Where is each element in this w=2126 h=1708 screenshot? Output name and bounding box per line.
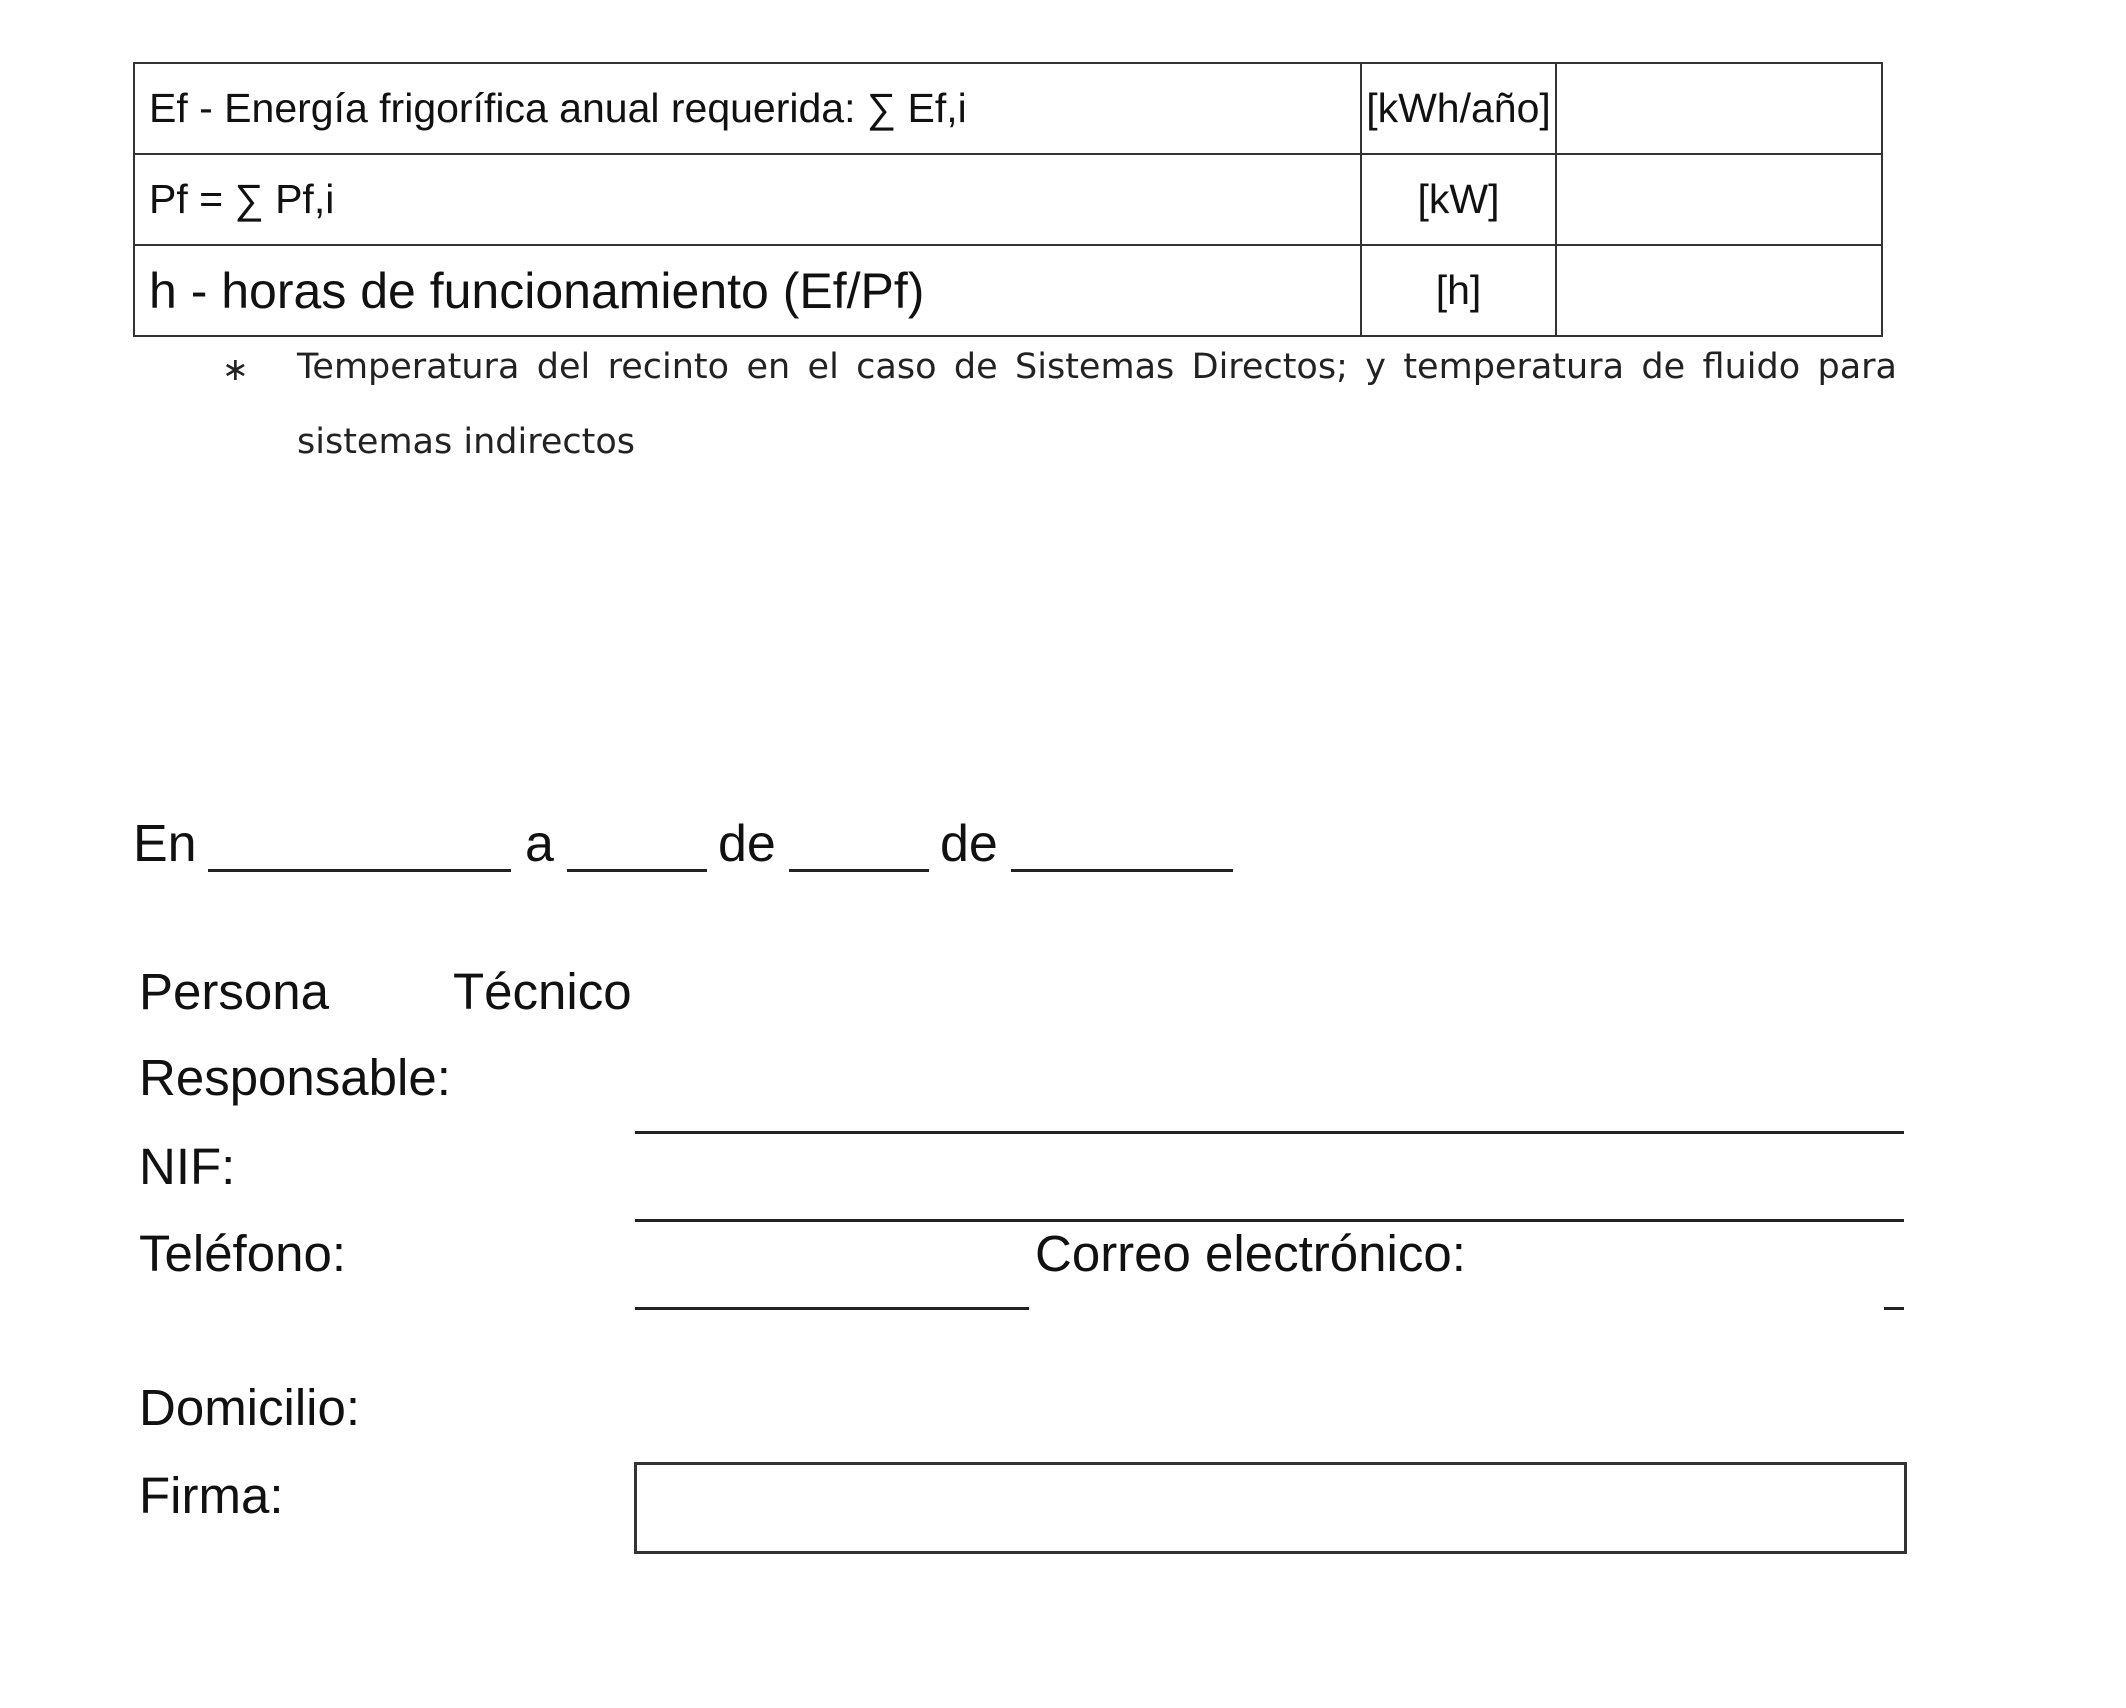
row-label: Ef - Energía frigorífica anual requerida: ∑ Ef,i (134, 63, 1361, 154)
table-row (134, 245, 1882, 336)
row-label: h - horas de funcionamiento (Ef/Pf) (134, 245, 1361, 336)
persona-label: Persona (139, 963, 329, 1020)
telefono-blank-line[interactable] (635, 1307, 1029, 1310)
row-value-cell[interactable] (1556, 245, 1882, 336)
year-blank-line[interactable] (1011, 869, 1233, 872)
date-de-label-2: de (940, 815, 998, 873)
signature-box[interactable] (634, 1462, 1907, 1554)
row-unit: [h] (1361, 245, 1556, 336)
table-row (134, 63, 1882, 154)
row-value-cell[interactable] (1556, 154, 1882, 245)
table-row (134, 154, 1882, 245)
place-blank-line[interactable] (208, 869, 511, 872)
responsable-blank-line[interactable] (635, 1131, 1904, 1134)
responsable-label: Responsable: (139, 1049, 451, 1106)
row-label: Pf = ∑ Pf,i (134, 154, 1361, 245)
footnote-marker: ∗ (222, 350, 249, 388)
tecnico-label: Técnico (453, 963, 632, 1020)
footnote-line-2: sistemas indirectos (297, 422, 635, 462)
domicilio-label: Domicilio: (139, 1379, 361, 1436)
date-en-label: En (133, 815, 197, 873)
nif-label: NIF: (139, 1138, 236, 1195)
row-unit: [kW] (1361, 154, 1556, 245)
month-blank-line[interactable] (789, 869, 929, 872)
correo-label: Correo electrónico: (1035, 1225, 1466, 1282)
day-blank-line[interactable] (567, 869, 707, 872)
nif-blank-line[interactable] (635, 1219, 1904, 1222)
correo-blank-line[interactable] (1884, 1307, 1904, 1310)
date-a-label: a (525, 815, 554, 873)
date-de-label-1: de (718, 815, 776, 873)
row-value-cell[interactable] (1556, 63, 1882, 154)
firma-label: Firma: (139, 1467, 284, 1524)
row-unit: [kWh/año] (1361, 63, 1556, 154)
footnote-line-1: Temperatura del recinto en el caso de Sistemas Directos; y temperatura de fluido para (297, 347, 1897, 387)
energy-table (133, 62, 1883, 337)
telefono-label: Teléfono: (139, 1225, 346, 1282)
